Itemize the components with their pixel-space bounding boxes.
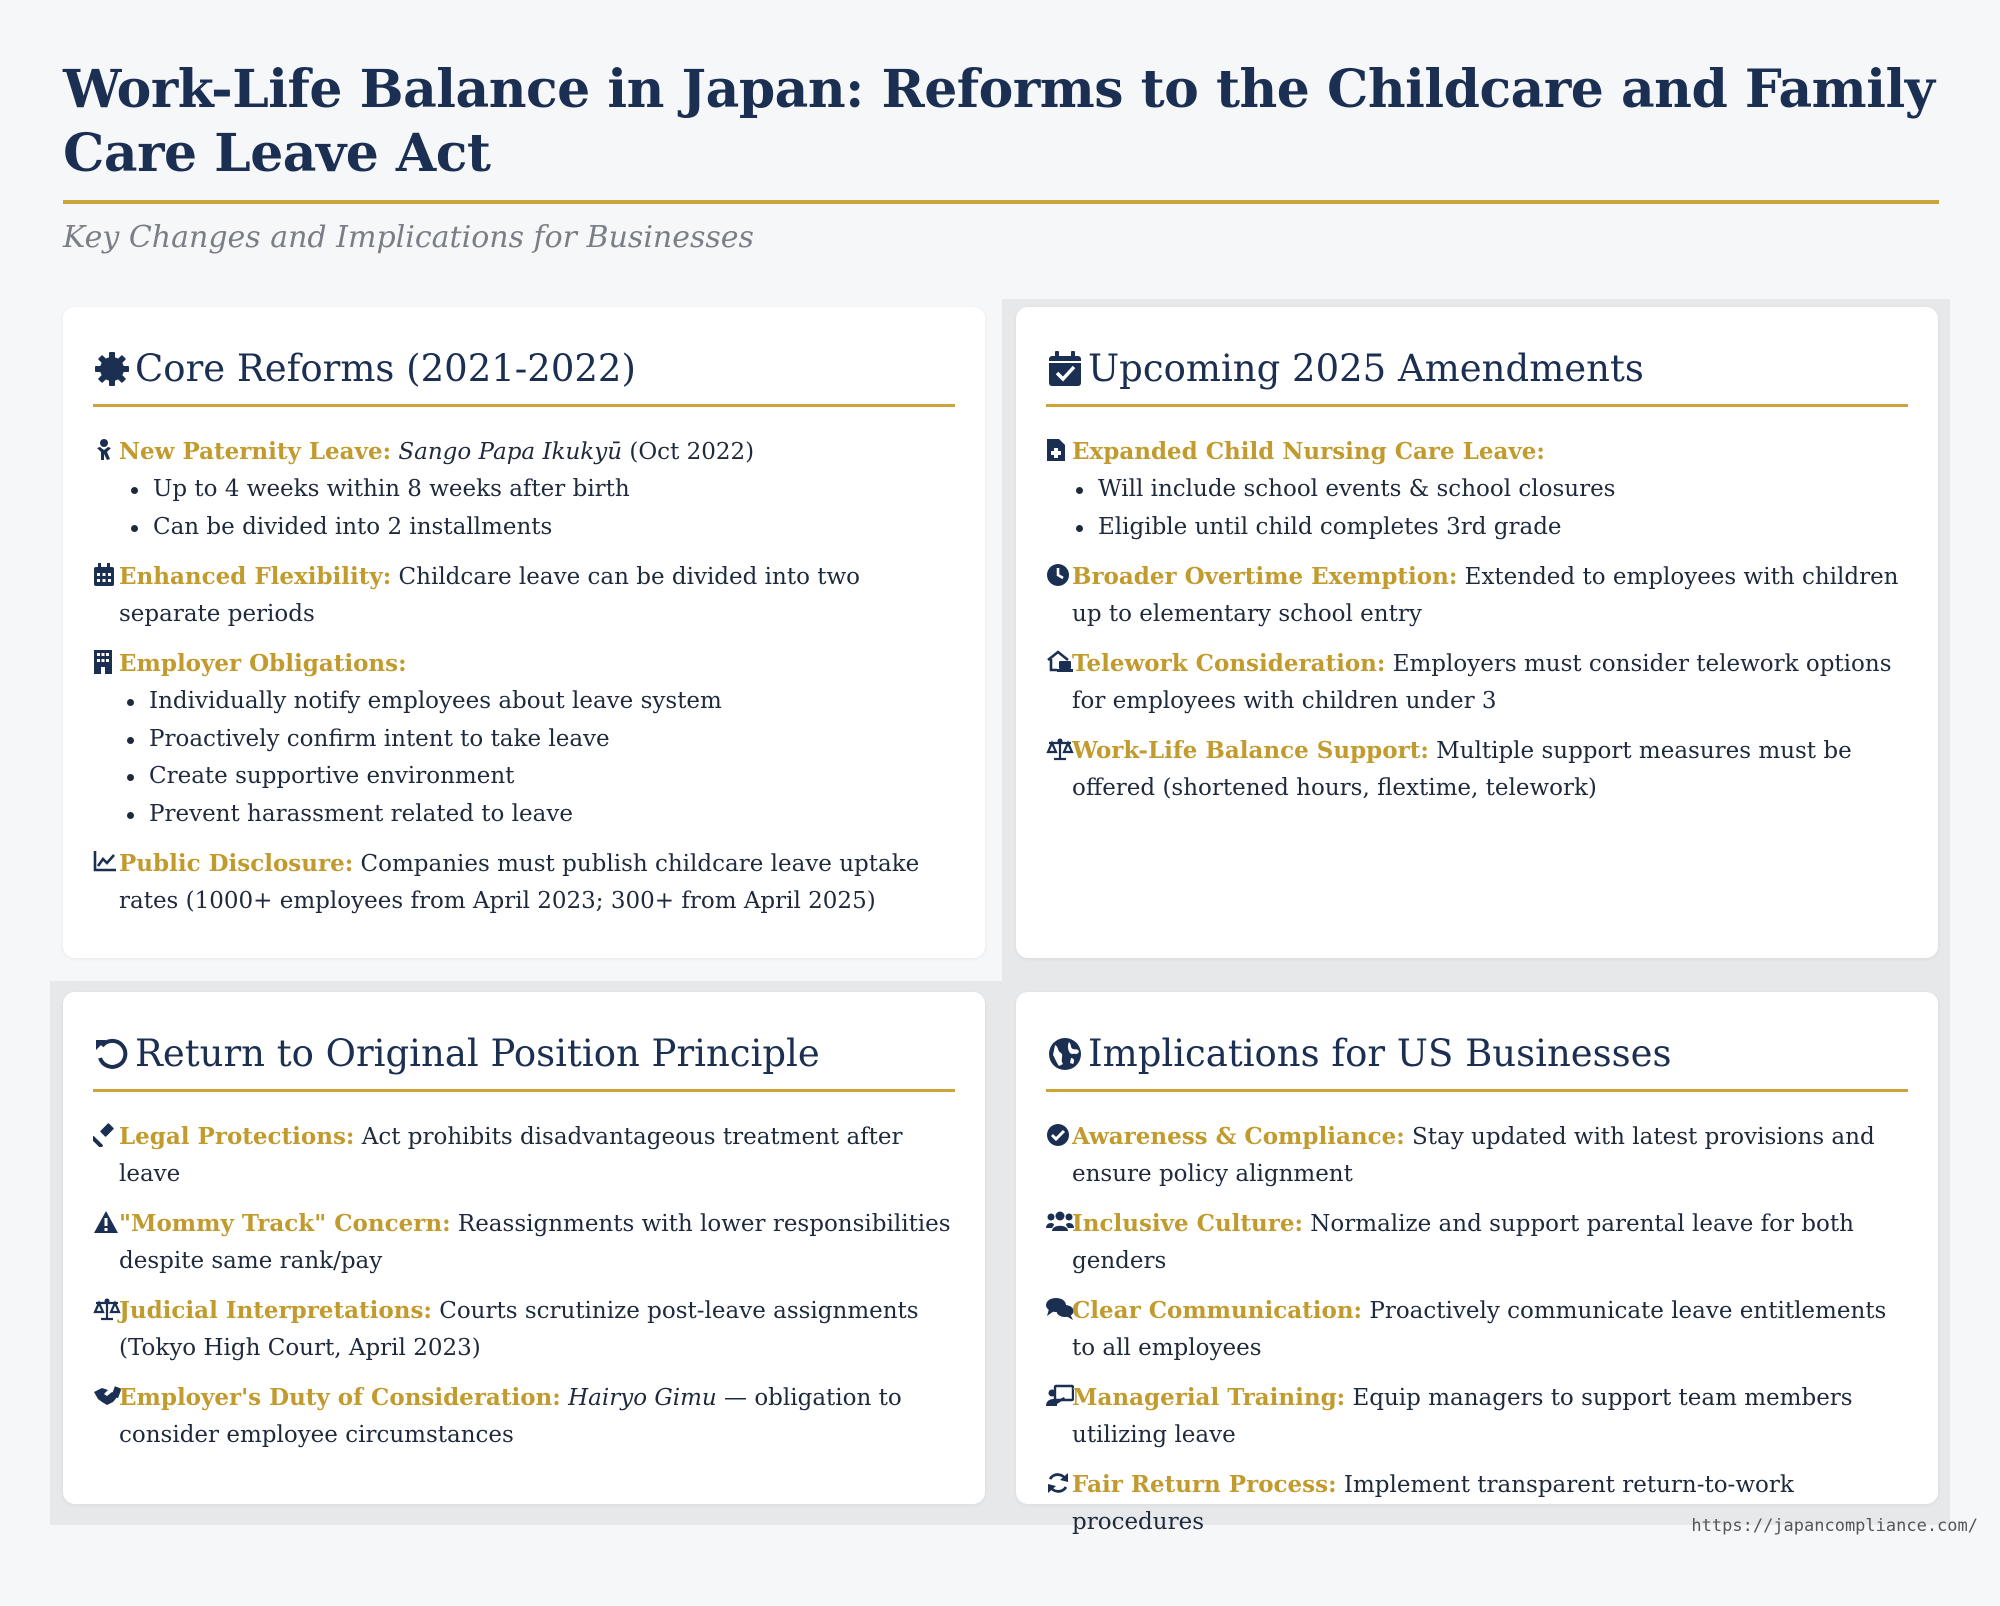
card-title: Core Reforms (2021-2022) [135, 347, 636, 390]
list-item [1046, 1292, 1908, 1367]
card-title: Upcoming 2025 Amendments [1088, 347, 1644, 390]
item-label: Awareness & Compliance: [1072, 1123, 1405, 1150]
list-item [93, 1292, 955, 1367]
card-header [1046, 1032, 1908, 1092]
item-label: Employer's Duty of Consideration: [119, 1384, 561, 1411]
bullet-list [93, 683, 955, 833]
item-label: Legal Protections: [119, 1123, 355, 1150]
item-text: Employers must consider telework options for employees with children under 3 [1072, 651, 1892, 714]
card-core-reforms [63, 307, 985, 958]
bullet-item: Up to 4 weeks within 8 weeks after birth [127, 471, 955, 509]
list-item [93, 1205, 955, 1280]
bullet-item: Eligible until child completes 3rd grade [1072, 509, 1908, 547]
item-label: Fair Return Process: [1072, 1471, 1337, 1498]
item-text: (Oct 2022) [622, 439, 755, 465]
bullet-item: Can be divided into 2 installments [127, 509, 955, 547]
bullet-item: Create supportive environment [123, 758, 955, 796]
card-return-principle [63, 992, 985, 1504]
list-item [1046, 433, 1908, 546]
item-label: Inclusive Culture: [1072, 1210, 1303, 1237]
item-text: Reassignments with lower responsibilities despite same rank/pay [119, 1211, 951, 1274]
item-label: Employer Obligations: [119, 650, 407, 677]
list-item [93, 1118, 955, 1193]
check-circle-icon [1046, 1123, 1070, 1147]
bullet-item: Individually notify employees about leave system [123, 683, 955, 721]
users-icon [1046, 1210, 1070, 1234]
item-label: Expanded Child Nursing Care Leave: [1072, 438, 1545, 465]
card-header [1046, 347, 1908, 407]
bullet-item: Will include school events & school closures [1072, 471, 1908, 509]
item-text: Courts scrutinize post-leave assignments (Tokyo High Court, April 2023) [119, 1298, 919, 1361]
list-item [93, 558, 955, 633]
building-icon [93, 650, 117, 674]
item-label: Broader Overtime Exemption: [1072, 563, 1458, 590]
card-header [93, 347, 955, 407]
item-italic: Sango Papa Ikukyū [398, 439, 623, 465]
list-item [1046, 732, 1908, 807]
list-item [1046, 558, 1908, 633]
sync-icon [1046, 1471, 1070, 1495]
list-item [93, 845, 955, 920]
baby-icon [93, 438, 117, 462]
handshake-icon [93, 1384, 117, 1408]
card-title: Implications for US Businesses [1088, 1032, 1672, 1075]
item-text: Stay updated with latest provisions and ensure policy alignment [1072, 1124, 1875, 1187]
item-label: Public Disclosure: [119, 850, 354, 877]
gavel-icon [93, 1123, 117, 1147]
item-label: Telework Consideration: [1072, 650, 1386, 677]
list-item [1046, 1379, 1908, 1454]
warning-icon [93, 1210, 117, 1234]
list-item [93, 1379, 955, 1454]
clock-icon [1046, 563, 1070, 587]
item-text: Act prohibits disadvantageous treatment after leave [119, 1124, 903, 1187]
source-url: https://japancompliance.com/ [1691, 1516, 1978, 1536]
header [63, 58, 1939, 255]
item-text: — obligation to consider employee circumstances [119, 1385, 902, 1448]
item-label: Judicial Interpretations: [119, 1297, 432, 1324]
bullet-list [93, 471, 955, 546]
item-text: Implement transparent return-to-work procedures [1072, 1472, 1794, 1535]
list-item [93, 645, 955, 833]
item-label: New Paternity Leave: [119, 438, 392, 465]
gear-icon [93, 350, 131, 388]
item-italic: Hairyo Gimu [568, 1385, 717, 1411]
item-text: Companies must publish childcare leave uptake rates (1000+ employees from April 2023; 300+ from April 2025) [119, 851, 920, 914]
bullet-item: Proactively confirm intent to take leave [123, 721, 955, 759]
list-item [93, 433, 955, 546]
item-text: Proactively communicate leave entitlements to all employees [1072, 1298, 1887, 1361]
item-text: Extended to employees with children up to elementary school entry [1072, 564, 1899, 627]
item-label: Managerial Training: [1072, 1384, 1346, 1411]
undo-icon [93, 1035, 131, 1073]
balance-scale-icon [1046, 737, 1070, 761]
item-label: Enhanced Flexibility: [119, 563, 392, 590]
card-upcoming-amendments [1016, 307, 1938, 958]
file-medical-icon [1046, 438, 1070, 462]
bullet-list [1046, 471, 1908, 546]
item-text: Normalize and support parental leave for both genders [1072, 1211, 1854, 1274]
bullet-item: Prevent harassment related to leave [123, 796, 955, 834]
title-divider [63, 200, 1939, 204]
calendar-check-icon [1046, 350, 1084, 388]
item-text: Multiple support measures must be offered (shortened hours, flextime, telework) [1072, 738, 1852, 801]
chalkboard-teacher-icon [1046, 1384, 1070, 1408]
page-title: Work-Life Balance in Japan: Reforms to the Childcare and Family Care Leave Act [63, 59, 1935, 184]
list-item [1046, 645, 1908, 720]
comments-icon [1046, 1297, 1070, 1321]
chart-line-icon [93, 850, 117, 874]
list-item [1046, 1205, 1908, 1280]
page-subtitle: Key Changes and Implications for Businesses [63, 220, 754, 255]
card-title: Return to Original Position Principle [135, 1032, 820, 1075]
balance-scale-icon [93, 1297, 117, 1321]
calendar-icon [93, 563, 117, 587]
home-laptop-icon [1046, 650, 1070, 674]
item-text: Equip managers to support team members utilizing leave [1072, 1385, 1853, 1448]
item-text: Childcare leave can be divided into two separate periods [119, 564, 861, 627]
globe-icon [1046, 1035, 1084, 1073]
item-label: Work-Life Balance Support: [1072, 737, 1429, 764]
list-item [1046, 1118, 1908, 1193]
card-header [93, 1032, 955, 1092]
item-label: "Mommy Track" Concern: [119, 1210, 451, 1237]
item-label: Clear Communication: [1072, 1297, 1363, 1324]
